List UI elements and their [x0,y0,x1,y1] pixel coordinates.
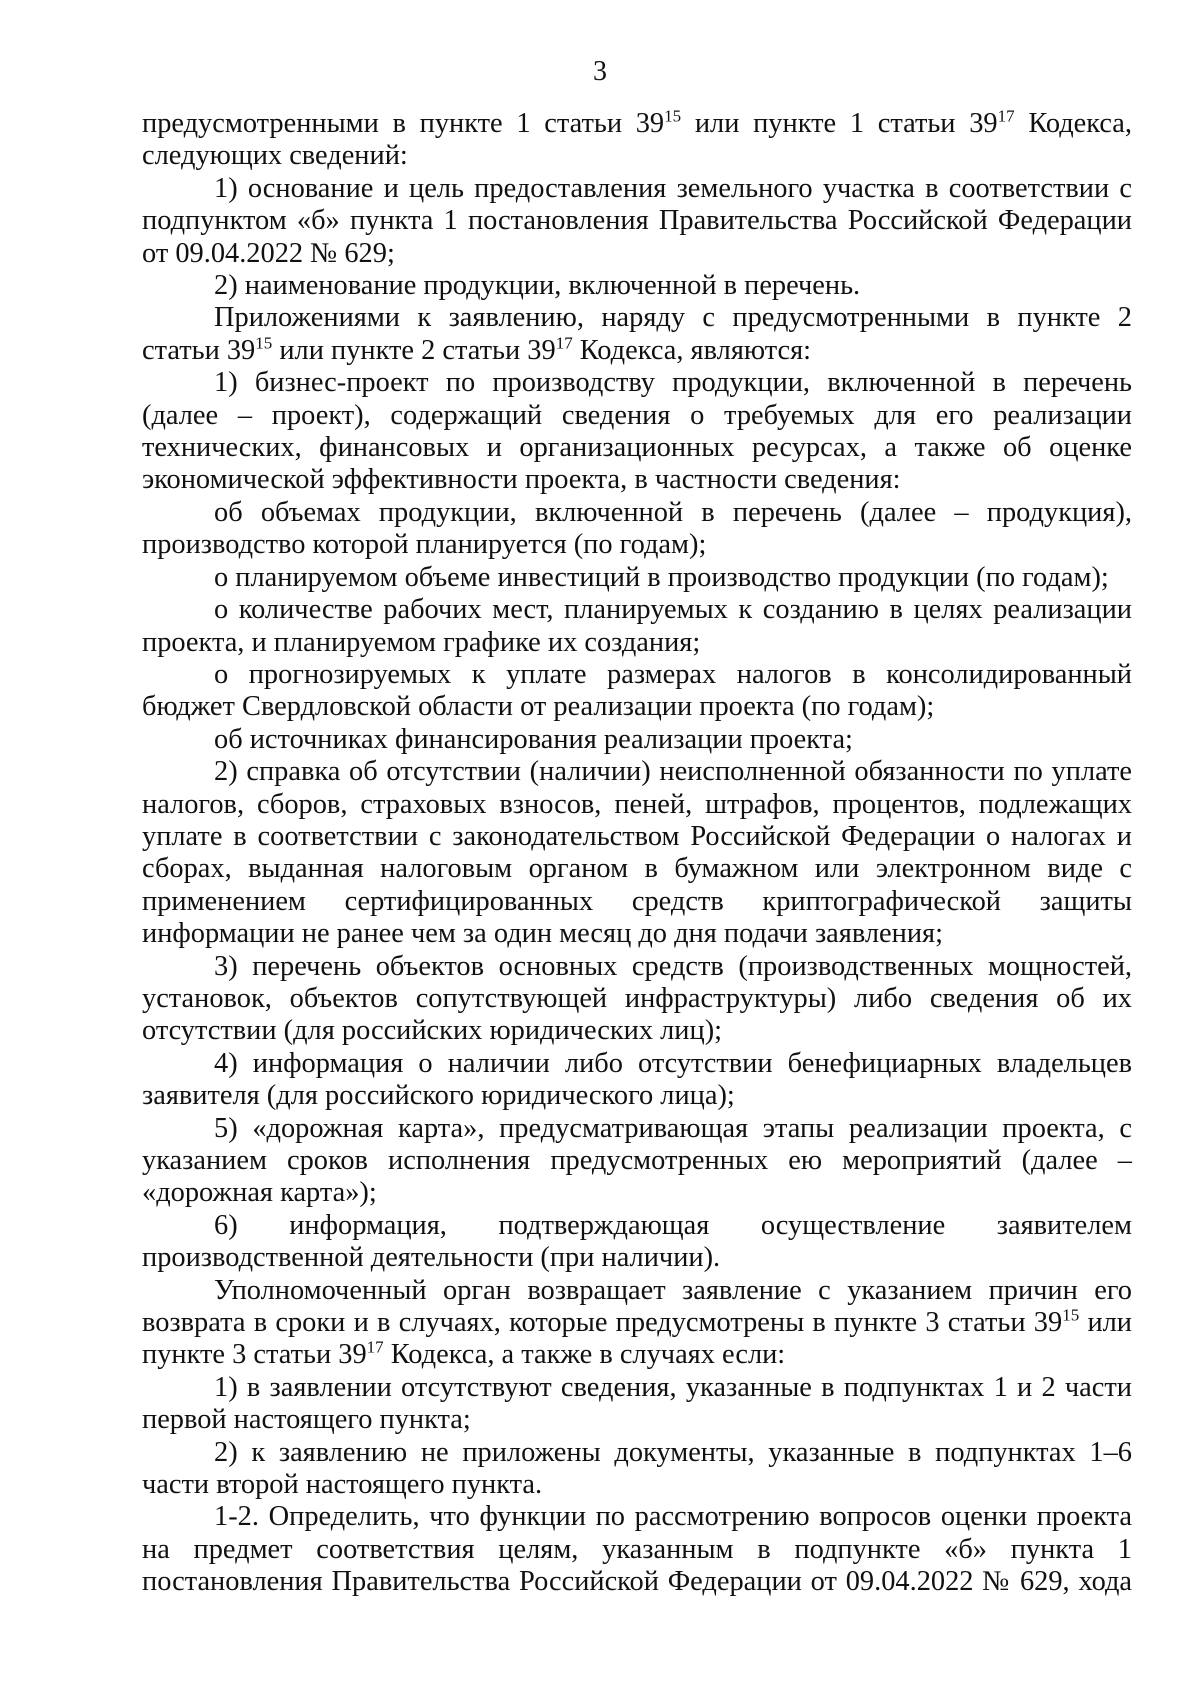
superscript: 17 [997,106,1015,126]
text-segment: 1) в заявлении отсутствуют сведения, указанные в подпунктах 1 и 2 части первой настоящего пункта; [142,1371,1132,1436]
paragraph [142,724,1132,756]
text-segment: 6) информация, подтверждающая осуществление заявителем производственной деятельности (при наличии). [142,1209,1132,1274]
text-segment: Приложениями к заявлению, наряду с предусмотренными в пункте 2 статьи 39 [142,302,1132,366]
paragraph [142,1210,1132,1275]
text-segment: 2) справка об отсутствии (наличии) неисполненной обязанности по уплате налогов, сборов, страховых взносов, пеней, штрафов, процентов, подлежащих уплате в соответствии с законодательством Российской Федерации о налогах и сборах, выданная налоговым органом в бумажном или электронном виде с применением сертифицированных средств криптографической защиты информации не ранее чем за один месяц до дня подачи заявления; [142,756,1132,950]
paragraph [142,270,1132,302]
text-segment: 1) основание и цель предоставления земельного участка в соответствии с подпунктом «б» пункта 1 постановления Правительства Российской Федерации от 09.04.2022 № 629; [142,172,1132,269]
text-segment: об источниках финансирования реализации проекта; [214,723,853,755]
superscript: 15 [1062,1305,1080,1325]
superscript: 15 [664,106,682,126]
paragraph [142,951,1132,1048]
paragraph [142,1275,1132,1372]
paragraph [142,594,1132,659]
text-segment: 2) наименование продукции, включенной в перечень. [214,270,861,302]
superscript: 17 [555,333,573,353]
text-segment: 1-2. Определить, что функции по рассмотрению вопросов оценки проекта на предмет соответствия целям, указанным в подпункте «б» пункта 1 постановления Правительства Российской Федерации от 09.04.2022 № 629, хода [142,1501,1132,1598]
paragraph [142,1048,1132,1113]
paragraph [142,1113,1132,1210]
paragraph [142,756,1132,950]
text-segment: 3) перечень объектов основных средств (производственных мощностей, установок, объектов сопутствующей инфраструктуры) либо сведения об их отсутствии (для российских юридических лиц); [142,950,1132,1047]
text-segment: 5) «дорожная карта», предусматривающая этапы реализации проекта, с указанием сроков исполнения предусмотренных ею мероприятий (далее – «дорожная карта»); [142,1112,1132,1209]
text-segment: Кодекса, являются: [572,334,812,366]
text-segment: об объемах продукции, включенной в перечень (далее – продукция), производство которой планируется (по годам); [142,496,1132,561]
superscript: 17 [366,1337,384,1357]
text-segment: о количестве рабочих мест, планируемых к созданию в целях реализации проекта, и планируемом графике их создания; [142,594,1132,658]
paragraph [142,173,1132,270]
text-segment: Уполномоченный орган возвращает заявление с указанием причин его возврата в сроки и в случаях, которые предусмотрены в пункте 3 статьи 39 [142,1274,1132,1339]
paragraph [142,497,1132,562]
paragraph [142,1372,1132,1437]
text-segment: или пункте 2 статьи 39 [272,334,556,366]
paragraph [142,659,1132,724]
paragraph [142,108,1132,173]
superscript: 15 [255,333,273,353]
paragraph [142,367,1132,497]
text-segment: или пункте 1 статьи 39 [681,108,998,139]
text-segment: о планируемом объеме инвестиций в производство продукции (по годам); [214,561,1109,593]
document-body [142,108,1132,1599]
paragraph [142,1501,1132,1598]
paragraph [142,1437,1132,1502]
text-segment: 4) информация о наличии либо отсутствии бенефициарных владельцев заявителя (для российского юридического лица); [142,1047,1132,1112]
paragraph [142,302,1132,367]
text-segment: Кодекса, следующих сведений: [142,108,1132,172]
page-number: 3 [593,56,607,87]
text-segment: 1) бизнес-проект по производству продукции, включенной в перечень (далее – проект), содержащий сведения о требуемых для его реализации технических, финансовых и организационных ресурсах, а также об оценке экономической эффективности проекта, в частности сведения: [142,367,1132,496]
paragraph [142,562,1132,594]
text-segment: предусмотренными в пункте 1 статьи 39 [142,108,665,139]
text-segment: 2) к заявлению не приложены документы, указанные в подпунктах 1–6 части второй настоящего пункта. [142,1436,1132,1501]
text-segment: о прогнозируемых к уплате размерах налогов в консолидированный бюджет Свердловской области от реализации проекта (по годам); [142,658,1132,723]
text-segment: или пункте 3 статьи 39 [142,1307,1132,1371]
text-segment: Кодекса, а также в случаях если: [383,1339,786,1371]
